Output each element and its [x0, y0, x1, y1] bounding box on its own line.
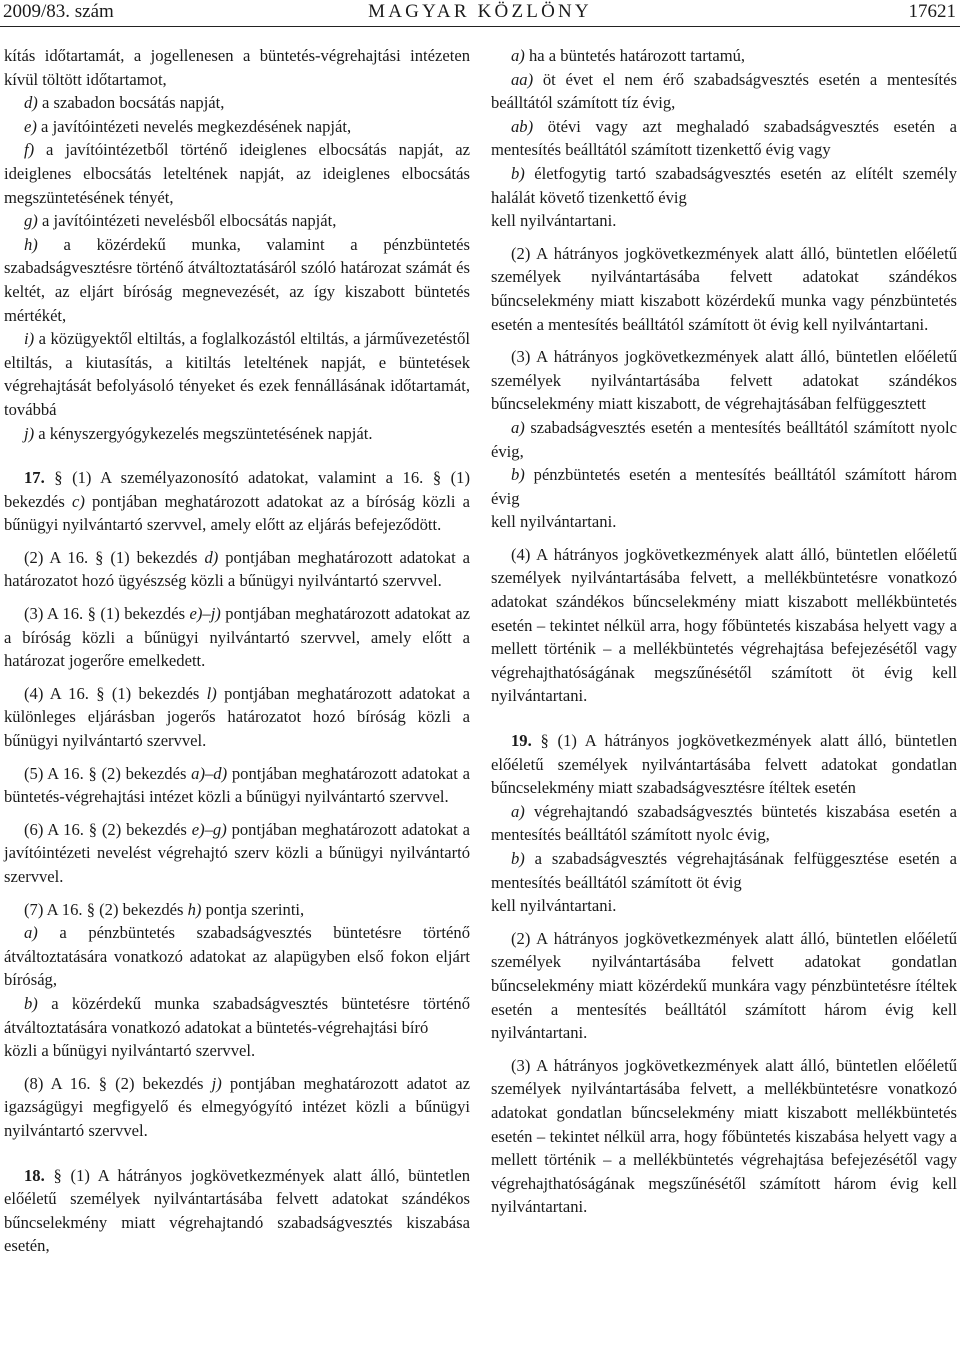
section-17-paragraph-8: [4, 1072, 470, 1143]
item-marker: b): [511, 849, 525, 868]
item-text: a javítóintézeti nevelésből elbocsátás napját,: [37, 211, 337, 231]
list-item-a: [491, 44, 957, 68]
left-column: [4, 44, 470, 1258]
paragraph-text: (3) A 16. § (1) bekezdés: [24, 604, 190, 624]
list-item-b: [491, 463, 957, 510]
item-text: ha a büntetés határozott tartamú,: [524, 46, 746, 65]
item-marker: d): [24, 93, 38, 113]
paragraph-text: pontjában meghatározott adatokat a javítóintézeti nevelést végrehajtó szerv közli a bűnügyi nyilvántartó szervvel.: [4, 819, 470, 886]
paragraph-text: pontjában meghatározott adatokat a határozatot hozó ügyészség közli a bűnügyi nyilvántartó szervvel.: [4, 547, 471, 591]
item-marker: a): [24, 923, 38, 943]
item-marker: a): [511, 46, 525, 65]
paragraph-text: § (1) A személyazonosító adatokat, valamint a 16. § (1) bekezdés: [4, 468, 470, 511]
item-marker: aa): [511, 69, 534, 89]
closing-clause: kell nyilvántartani.: [491, 211, 617, 231]
paragraph-text: § (1) A hátrányos jogkövetkezmények alatt álló, büntetlen előéletű személyek nyilvántartásába felvett adatokat szándékos bűncselekmény miatt végrehajtandó szabadságvesztés kiszabása esetén,: [4, 1165, 470, 1256]
list-item-d: [4, 91, 470, 115]
item-marker: a): [511, 801, 525, 821]
point-reference: d): [204, 547, 219, 567]
item-marker: a): [511, 417, 525, 437]
section-number: 18.: [24, 1165, 45, 1185]
paragraph-text: (6) A 16. § (2) bekezdés: [24, 819, 192, 839]
item-text: a javítóintézeti nevelés megkezdésének napját,: [36, 116, 352, 136]
item-marker: i): [24, 329, 35, 349]
paragraph-text: (8) A 16. § (2) bekezdés: [24, 1073, 212, 1093]
item-marker: g): [24, 211, 38, 231]
section-17-paragraph-6: [4, 818, 470, 889]
point-reference: h): [187, 899, 202, 919]
section-number: 19.: [511, 731, 532, 751]
paragraph-text: (2) A 16. § (1) bekezdés: [24, 547, 205, 567]
item-marker: b): [511, 163, 525, 183]
item-marker: ab): [511, 116, 534, 136]
section-19-paragraph-1: [491, 729, 957, 800]
item-text: ötévi vagy azt meghaladó szabadságvesztés esetén a mentesítés beálltától számított tizenkettő évig vagy: [491, 116, 957, 160]
item-text: szabadságvesztés esetén a mentesítés beálltától számított nyolc évig,: [491, 417, 957, 461]
section-18-paragraph-2: (2) A hátrányos jogkövetkezmények alatt álló, büntetlen előéletű személyek nyilvántartásába felvett adatokat szándékos bűncselekmény miatt kiszabott közérdekű munka vagy pénzbüntetés esetén a mentesítés beálltától számított öt évig kell nyilvántartani.: [491, 243, 957, 334]
journal-title: MAGYAR KÖZLÖNY: [368, 1, 592, 22]
item-marker: b): [511, 465, 525, 485]
list-item-a: [491, 800, 957, 847]
item-text: a közügyektől eltiltás, a foglalkozástól eltiltás, a járművezetéstől eltiltás, a kiutasítás, a kitiltás leteltének napját, e büntetések végrehajtását befolyásoló tényeket és ezek fennállásának időtartamát, továbbá: [4, 329, 470, 419]
point-reference: e)–g): [191, 819, 227, 839]
item-marker: h): [24, 234, 38, 254]
paragraph-text: pontjában meghatározott adatokat a különleges eljárásban jogerős határozatot hozó bíróság közli a bűnügyi nyilvántartó szervvel.: [4, 683, 470, 751]
list-item-f: [4, 138, 470, 209]
section-17-paragraph-5: [4, 762, 470, 809]
list-item-h: [4, 233, 470, 327]
paragraph-text: pontjában meghatározott adatot az igazságügyi megfigyelő és elmegyógyító intézet közli a bűnügyi nyilvántartó szervvel.: [4, 1073, 470, 1140]
list-item-aa: [491, 68, 957, 115]
list-item-i: [4, 327, 470, 421]
item-text: végrehajtandó szabadságvesztés büntetés kiszabása esetén a mentesítés beálltától számított nyolc évig,: [491, 801, 957, 845]
paragraph-text: pontjában meghatározott adatokat az a bíróság közli a bűnügyi nyilvántartó szervvel, amely előtt a határozat jogerőre emelkedett.: [4, 604, 470, 671]
section-18-paragraph-1: [4, 1164, 470, 1258]
point-reference: l): [206, 683, 217, 703]
item-text: a javítóintézetből történő ideiglenes elbocsátás napját, az ideiglenes elbocsátás leteltének napját, az ideiglenes elbocsátás megszüntetésének tényét,: [4, 140, 470, 207]
section-17-paragraph-3: [4, 602, 470, 673]
section-19-paragraph-2: (2) A hátrányos jogkövetkezmények alatt álló, büntetlen előéletű személyek nyilvántartásába felvett adatokat gondatlan bűncselekmény miatt közérdekű munkára vagy pénzbüntetésre ítéltek esetén a mentesítés beálltától számított három évig kell nyilvántartani.: [491, 928, 957, 1043]
list-item-e: [4, 115, 470, 139]
item-text: pénzbüntetés esetén a mentesítés beálltától számított három évig: [491, 465, 957, 508]
list-item-g: [4, 209, 470, 233]
section-17-paragraph-1: [4, 466, 470, 537]
item-text: a kényszergyógykezelés megszüntetésének napját.: [34, 423, 373, 443]
section-19-paragraph-3: (3) A hátrányos jogkövetkezmények alatt álló, büntetlen előéletű személyek nyilvántartásába felvett, a mellékbüntetésre vonatkozó adatokat gondatlan bűncselekmény miatt kiszabott mellékbüntetés esetén – tekintet nélkül arra, hogy főbüntetés kiszabása helyett vagy a mellett történik – a mellékbüntetés végrehajtása befejezésétől vagy végrehajthatóságának megszűnésétől számított három évig kell nyilvántartani.: [491, 1055, 957, 1217]
list-item-b: [491, 162, 957, 209]
section-18-paragraph-4: (4) A hátrányos jogkövetkezmények alatt álló, büntetlen előéletű személyek nyilvántartásába felvett, a mellékbüntetésre vonatkozó adatokat szándékos bűncselekmény miatt kiszabott mellékbüntetés esetén – tekintet nélkül arra, hogy főbüntetés kiszabása helyett vagy a mellett történik – a mellékbüntetés végrehajtása befejezésétől vagy végrehajthatóságának megszűnésétől számított öt évig kell nyilvántartani.: [491, 544, 957, 706]
section-17-paragraph-7: [4, 898, 470, 922]
paragraph-text: pontjában meghatározott adatokat az a bíróság közli a bűnügyi nyilvántartó szervvel, amely előtt az eljárás befejeződött.: [4, 491, 470, 535]
closing-clause: kell nyilvántartani.: [491, 896, 617, 916]
paragraph-text: (7) A 16. § (2) bekezdés: [24, 899, 188, 919]
item-marker: f): [24, 140, 35, 160]
paragraph-text: (5) A 16. § (2) bekezdés: [24, 763, 192, 783]
paragraph-text: § (1) A hátrányos jogkövetkezmények alatt álló, büntetlen előéletű személyek nyilvántartásába felvett adatokat gondatlan bűncselekmény miatt szabadságvesztésre ítéltek esetén: [491, 731, 957, 798]
item-text: a közérdekű munka, valamint a pénzbüntetés szabadságvesztésre történő átváltoztatásáról szóló határozat számát és keltét, az eljárt bíróság megnevezését, az így kiszabott büntetés mértékét,: [4, 234, 470, 325]
section-17-paragraph-4: [4, 682, 470, 753]
item-text: a szabadon bocsátás napját,: [37, 93, 225, 113]
list-item-j: [4, 422, 470, 446]
closing-clause: kell nyilvántartani.: [491, 512, 617, 532]
item-text: a közérdekű munka szabadságvesztés büntetésre történő átváltoztatására vonatkozó adatokat a büntetés-végrehajtási bíró: [4, 993, 470, 1037]
issue-number: 2009/83. szám: [3, 1, 114, 22]
item-marker: b): [24, 993, 38, 1013]
page-number: 17621: [908, 1, 956, 22]
section-17-closing: közli a bűnügyi nyilvántartó szervvel.: [4, 1041, 256, 1061]
section-17-item-a: [4, 921, 470, 992]
item-marker: j): [24, 423, 35, 443]
section-17-paragraph-2: [4, 546, 470, 593]
section-18-paragraph-3: (3) A hátrányos jogkövetkezmények alatt álló, büntetlen előéletű személyek nyilvántartásába felvett adatokat szándékos bűncselekmény miatt kiszabott, de végrehajtásában felfüggesztett: [491, 347, 957, 414]
point-reference: a)–d): [191, 763, 228, 783]
point-reference: c): [71, 491, 85, 511]
paragraph-continuation: kítás időtartamát, a jogellenesen a büntetés-végrehajtási intézeten kívül töltött időtartamot,: [4, 46, 470, 89]
paragraph-text: (4) A 16. § (1) bekezdés: [24, 683, 207, 703]
point-reference: e)–j): [189, 604, 221, 624]
right-column: [491, 44, 957, 1219]
section-17-item-b: [4, 992, 470, 1039]
item-text: a pénzbüntetés szabadságvesztés büntetésre történő átváltoztatására vonatkozó adatokat az alapügyben első fokon eljárt bíróság,: [4, 923, 470, 990]
item-text: életfogytig tartó szabadságvesztés esetén az elítélt személy halálát követő tizenkettő évig: [491, 163, 957, 207]
list-item-ab: [491, 115, 957, 162]
list-item-a: [491, 416, 957, 463]
list-item-b: [491, 847, 957, 894]
item-text: öt évet el nem érő szabadságvesztés esetén a mentesítés beálltától számított tíz évig,: [491, 69, 957, 113]
item-marker: e): [24, 116, 37, 136]
item-text: a szabadságvesztés végrehajtásának felfüggesztése esetén a mentesítés beálltától számított öt évig: [491, 849, 957, 892]
point-reference: j): [211, 1073, 222, 1093]
page-header: [0, 0, 960, 27]
section-number: 17.: [24, 468, 45, 488]
paragraph-text: pontja szerinti,: [201, 899, 305, 919]
paragraph-text: pontjában meghatározott adatokat a büntetés-végrehajtási intézet közli a bűnügyi nyilvántartó szervvel.: [4, 763, 470, 807]
